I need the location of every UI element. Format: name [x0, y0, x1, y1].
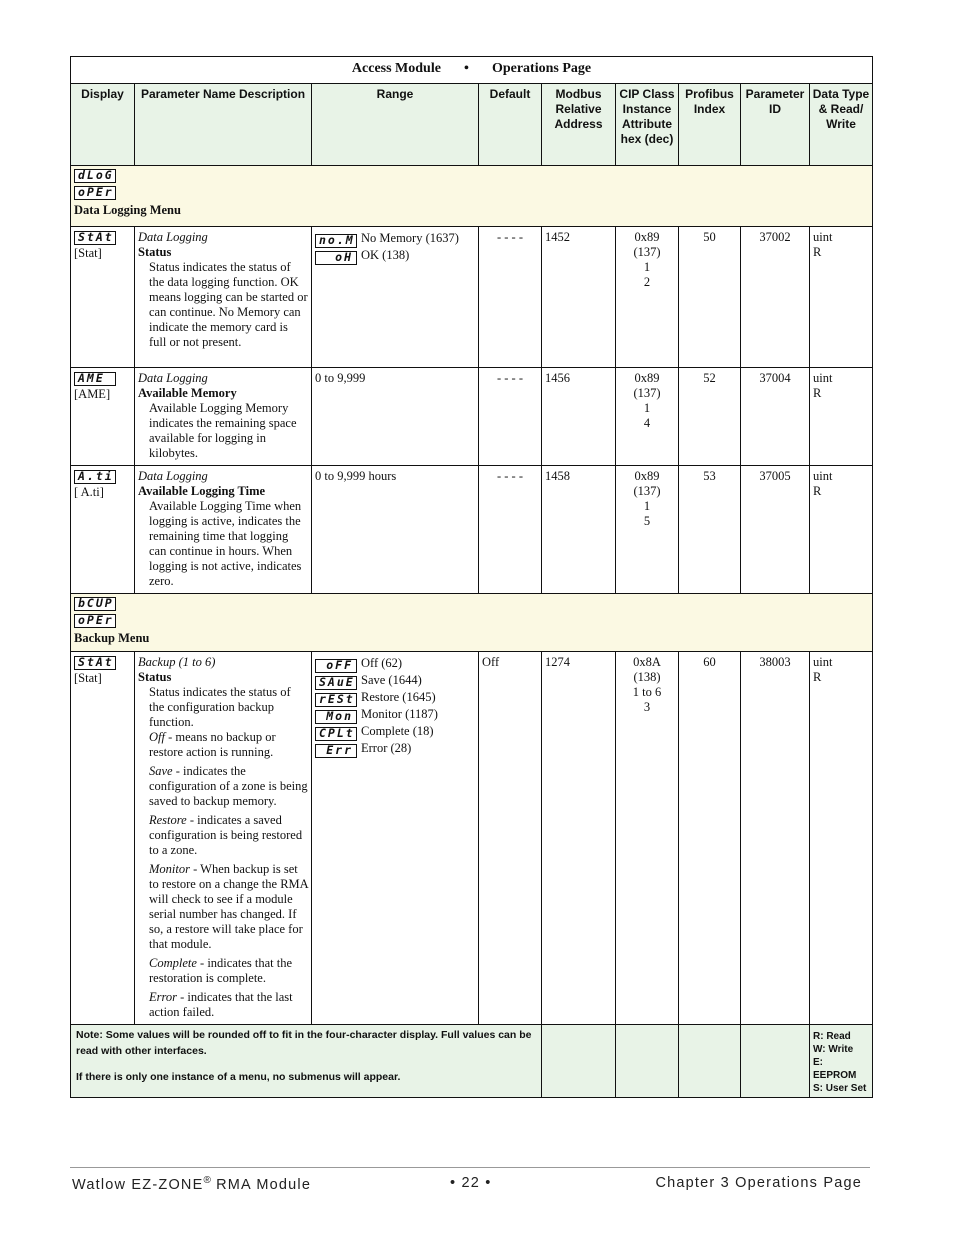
lcd-display: rESt — [315, 693, 357, 707]
profibus-cell: 52 — [679, 368, 741, 466]
footer-product — [72, 1175, 311, 1193]
range-option-label: Restore (1645) — [361, 690, 436, 704]
data-type-cell — [810, 652, 873, 1025]
legend-item: R: Read — [813, 1031, 851, 1042]
legend-item: W: Write — [813, 1044, 854, 1055]
footnote-cell — [71, 1025, 542, 1098]
lcd-display: Mon — [315, 710, 357, 724]
read-write: R — [813, 245, 822, 259]
range-option — [315, 247, 475, 264]
table-row — [71, 368, 873, 466]
cip-class-dec: (137) — [633, 484, 661, 498]
status-text: - means no backup or restore action is running. — [149, 730, 276, 759]
cip-attribute: 3 — [643, 700, 651, 714]
display-cell — [71, 227, 135, 368]
param-cell — [135, 368, 312, 466]
display-abbr: [Stat] — [74, 671, 102, 686]
footnote-blank — [679, 1025, 741, 1098]
param-name: Status — [138, 245, 172, 259]
footer-chapter: Chapter 3 Operations Page — [655, 1175, 862, 1191]
lcd-stack — [74, 597, 869, 628]
data-type: uint — [813, 469, 833, 483]
page-number: • 22 • — [450, 1175, 492, 1191]
menu-cell-logging — [71, 166, 873, 227]
range-option-label: Monitor (1187) — [361, 707, 438, 721]
data-type-cell — [810, 466, 873, 594]
status-term: Off — [149, 730, 165, 744]
parameter-table-section — [70, 56, 872, 1098]
legend-item: E: EEPROM — [813, 1057, 857, 1081]
lcd-display: StAt — [74, 231, 116, 245]
cip-attribute: 5 — [643, 514, 651, 528]
lcd-display: AME — [74, 372, 116, 386]
cip-cell — [616, 368, 679, 466]
range-option — [315, 230, 475, 247]
table-row — [71, 652, 873, 1025]
footnote-submenus: If there is only one instance of a menu, no submenus will appear. — [76, 1071, 401, 1083]
page-footer — [72, 1175, 862, 1197]
title-left: Access Module — [351, 61, 441, 76]
footnote-rounding: Note: Some values will be rounded off to fit in the four-character display. Full values can be read with other interfaces. — [76, 1029, 532, 1057]
col-display: Display — [71, 84, 135, 166]
param-cell — [135, 652, 312, 1025]
modbus-cell: 1452 — [542, 227, 616, 368]
param-name: Available Memory — [138, 386, 237, 400]
status-note — [149, 862, 308, 952]
col-default: Default — [479, 84, 542, 166]
status-note — [149, 990, 308, 1020]
range-cell — [312, 227, 479, 368]
param-id-cell: 38003 — [741, 652, 810, 1025]
range-option-label: Error (28) — [361, 741, 412, 755]
lcd-stack — [74, 169, 869, 200]
modbus-cell: 1274 — [542, 652, 616, 1025]
footnote-row — [71, 1025, 873, 1098]
status-term: Complete — [149, 956, 197, 970]
param-cell — [135, 227, 312, 368]
status-text: - indicates that the restoration is complete. — [149, 956, 293, 985]
cip-cell — [616, 466, 679, 594]
status-note — [149, 764, 308, 809]
default-cell: - - - - — [479, 227, 542, 368]
read-write: R — [813, 484, 822, 498]
legend-item: S: User Set — [813, 1083, 867, 1094]
param-id-cell: 37004 — [741, 368, 810, 466]
cip-class: 0x89 — [634, 469, 660, 483]
range-option — [315, 706, 475, 723]
title-right: Operations Page — [491, 61, 592, 76]
range-option-label: Off (62) — [361, 656, 403, 670]
lcd-display: oH — [315, 251, 357, 265]
status-note — [149, 730, 308, 760]
display-cell — [71, 466, 135, 594]
range-option — [315, 723, 475, 740]
col-profibus: Profibus Index — [679, 84, 741, 166]
param-menu: Data Logging — [138, 230, 208, 244]
data-type: uint — [813, 230, 833, 244]
cip-instance: 1 — [643, 401, 651, 415]
read-write: R — [813, 670, 822, 684]
parameter-table — [70, 56, 873, 1098]
default-cell: - - - - — [479, 368, 542, 466]
lcd-display: StAt — [74, 656, 116, 670]
col-range: Range — [312, 84, 479, 166]
param-name: Status — [138, 670, 172, 684]
data-type: uint — [813, 655, 833, 669]
lcd-display: A.ti — [74, 470, 116, 484]
param-menu: Data Logging — [138, 371, 208, 385]
cip-cell — [616, 652, 679, 1025]
cip-cell — [616, 227, 679, 368]
modbus-cell: 1456 — [542, 368, 616, 466]
default-cell: - - - - — [479, 466, 542, 594]
column-header-row — [71, 84, 873, 166]
range-option — [315, 689, 475, 706]
status-text: - When backup is set to restore on a change the RMA will check to see if a module serial number has changed. If so, a restore will take place for that module. — [149, 862, 308, 951]
cip-instance: 1 to 6 — [632, 685, 662, 699]
param-description: Available Logging Time when logging is active, indicates the remaining time that logging can continue in hours. When logging is not active, indicates zero. — [149, 499, 302, 588]
range-option-label: Complete (18) — [361, 724, 434, 738]
status-note — [149, 813, 308, 858]
range-option-label: OK (138) — [361, 248, 410, 262]
footnote-blank — [616, 1025, 679, 1098]
data-type: uint — [813, 371, 833, 385]
param-menu: Data Logging — [138, 469, 208, 483]
cip-instance: 1 — [643, 499, 651, 513]
status-text: - indicates the configuration of a zone is being saved to backup memory. — [149, 764, 308, 808]
lcd-display: oFF — [315, 659, 357, 673]
cip-class: 0x8A — [633, 655, 661, 669]
lcd-display: no.M — [315, 234, 357, 248]
footer-product-suffix: RMA Module — [210, 1176, 312, 1193]
footer-product-name: Watlow EZ-ZONE — [72, 1176, 204, 1193]
table-title-row — [71, 57, 873, 84]
read-write: R — [813, 386, 822, 400]
footer-divider — [70, 1167, 870, 1168]
lcd-display: CPLt — [315, 727, 357, 741]
display-abbr: [AME] — [74, 387, 111, 402]
col-data-type: Data Type & Read/ Write — [810, 84, 873, 166]
data-type-cell — [810, 227, 873, 368]
menu-cell-backup — [71, 594, 873, 652]
rw-legend — [810, 1025, 873, 1098]
cip-class-dec: (137) — [633, 245, 661, 259]
col-cip: CIP Class Instance Attribute hex (dec) — [616, 84, 679, 166]
profibus-cell: 60 — [679, 652, 741, 1025]
param-description — [138, 685, 308, 1020]
status-note — [149, 956, 308, 986]
menu-title: Data Logging Menu — [74, 203, 181, 217]
registered-mark: ® — [203, 1175, 211, 1186]
param-description: Status indicates the status of the data logging function. OK means logging can be started or can continue. No Memory can indicate the memory card is full or not present. — [149, 260, 308, 349]
menu-row-logging — [71, 166, 873, 227]
status-text: - indicates that the last action failed. — [149, 990, 293, 1019]
display-abbr: [ A.ti] — [74, 485, 104, 500]
lcd-display: SAuE — [315, 676, 357, 690]
col-param-id: Parameter ID — [741, 84, 810, 166]
cip-class-dec: (138) — [633, 670, 661, 684]
status-text: - indicates a saved configuration is being restored to a zone. — [149, 813, 303, 857]
status-term: Restore — [149, 813, 187, 827]
cip-instance: 1 — [643, 260, 651, 274]
param-id-cell: 37002 — [741, 227, 810, 368]
range-cell: 0 to 9,999 — [312, 368, 479, 466]
col-param: Parameter Name Description — [135, 84, 312, 166]
display-cell — [71, 368, 135, 466]
param-description-text: Status indicates the status of the configuration backup function. — [149, 685, 291, 729]
menu-title: Backup Menu — [74, 631, 150, 645]
cip-attribute: 4 — [643, 416, 651, 430]
lcd-display: bCUP — [74, 597, 116, 611]
default-cell: Off — [479, 652, 542, 1025]
range-option — [315, 740, 475, 757]
title-bullet: • — [464, 61, 469, 76]
display-abbr: [Stat] — [74, 246, 102, 261]
param-cell — [135, 466, 312, 594]
data-type-cell — [810, 368, 873, 466]
status-term: Error — [149, 990, 178, 1004]
param-name: Available Logging Time — [138, 484, 266, 498]
lcd-display: dLoG — [74, 169, 116, 183]
table-title — [71, 57, 873, 84]
cip-class: 0x89 — [634, 230, 660, 244]
range-option-label: No Memory (1637) — [361, 231, 459, 245]
display-cell — [71, 652, 135, 1025]
param-menu: Backup (1 to 6) — [138, 655, 216, 669]
footnote-blank — [542, 1025, 616, 1098]
profibus-cell: 53 — [679, 466, 741, 594]
cip-attribute: 2 — [643, 275, 651, 289]
modbus-cell: 1458 — [542, 466, 616, 594]
range-cell — [312, 652, 479, 1025]
status-term: Monitor — [149, 862, 190, 876]
profibus-cell: 50 — [679, 227, 741, 368]
param-description: Available Logging Memory indicates the remaining space available for logging in kilobytes. — [149, 401, 297, 460]
table-row — [71, 466, 873, 594]
range-cell: 0 to 9,999 hours — [312, 466, 479, 594]
param-id-cell: 37005 — [741, 466, 810, 594]
lcd-display: Err — [315, 744, 357, 758]
menu-row-backup — [71, 594, 873, 652]
range-option — [315, 672, 475, 689]
table-row — [71, 227, 873, 368]
cip-class-dec: (137) — [633, 386, 661, 400]
col-modbus: Modbus Relative Address — [542, 84, 616, 166]
range-option-label: Save (1644) — [361, 673, 422, 687]
cip-class: 0x89 — [634, 371, 660, 385]
lcd-display: oPEr — [74, 614, 116, 628]
lcd-display: oPEr — [74, 186, 116, 200]
status-term: Save — [149, 764, 173, 778]
range-option — [315, 655, 475, 672]
footnote-blank — [741, 1025, 810, 1098]
